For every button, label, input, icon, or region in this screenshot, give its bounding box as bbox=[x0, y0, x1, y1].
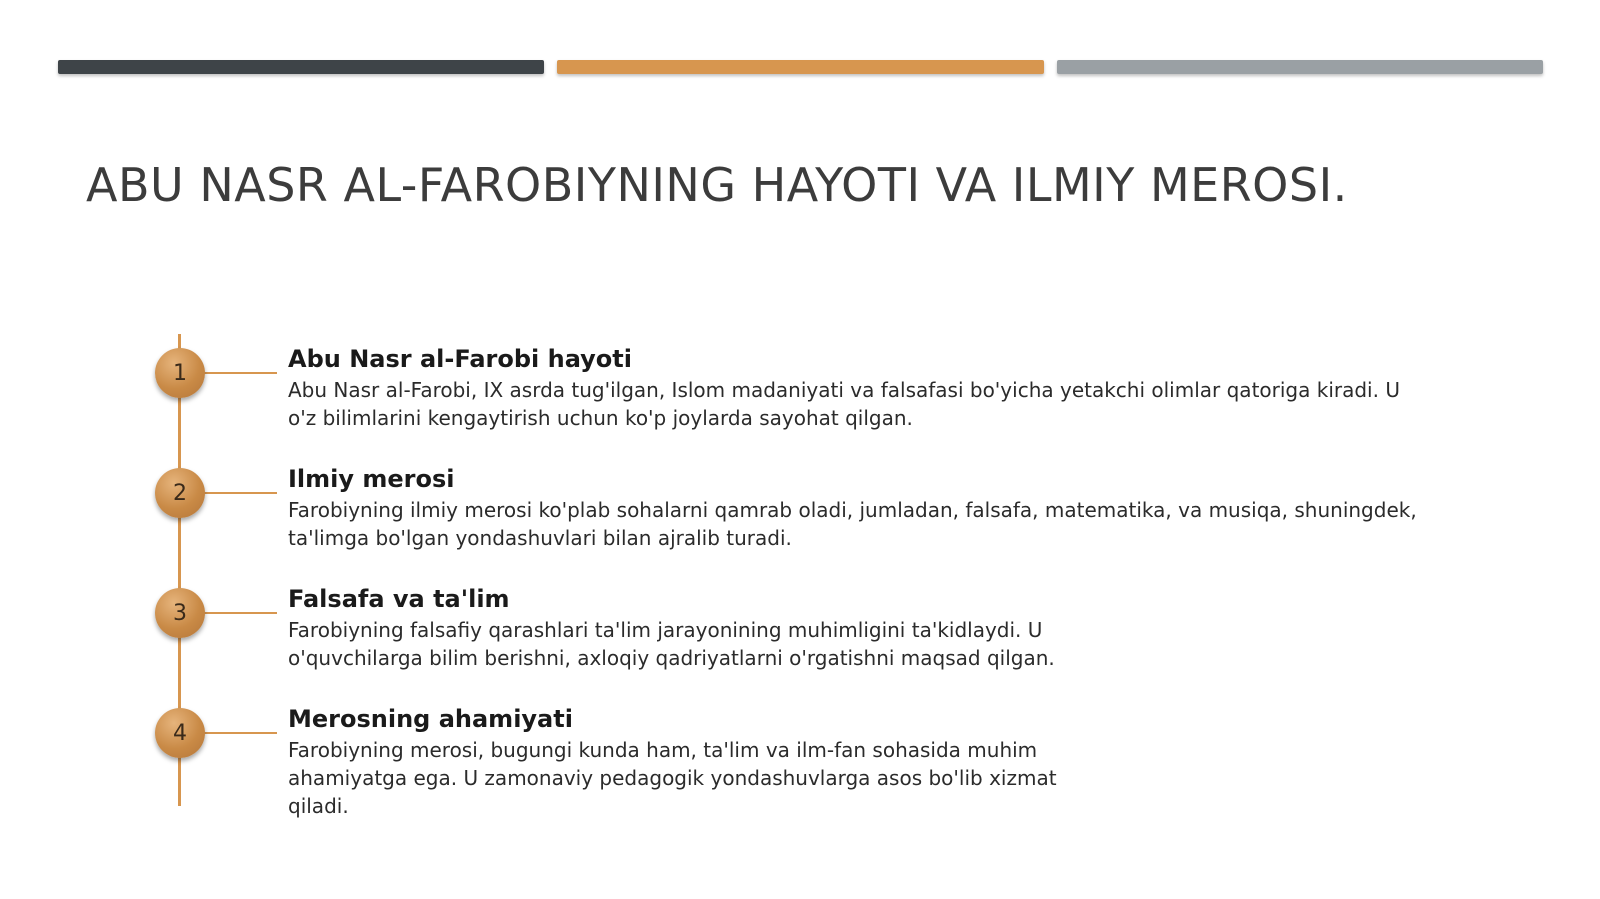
timeline-item-heading: Ilmiy merosi bbox=[288, 465, 455, 493]
timeline-item-body: Farobiyning ilmiy merosi ko'plab sohalarni qamrab oladi, jumladan, falsafa, matematika, va musiqa, shuningdek, ta'limga bo'lgan yondashuvlari bilan ajralib turadi. bbox=[288, 498, 1417, 550]
timeline-badge-3 bbox=[155, 588, 205, 638]
timeline-item-heading: Abu Nasr al-Farobi hayoti bbox=[288, 345, 632, 373]
top-bar-dark bbox=[58, 60, 544, 74]
timeline-badge-number: 3 bbox=[173, 600, 187, 626]
top-bar-accent bbox=[557, 60, 1044, 74]
timeline-item-1 bbox=[288, 344, 1418, 432]
timeline-connector-4 bbox=[203, 732, 277, 734]
timeline-item-heading: Merosning ahamiyati bbox=[288, 705, 573, 733]
timeline-item-3 bbox=[288, 584, 1108, 672]
timeline-item-body: Farobiyning falsafiy qarashlari ta'lim jarayonining muhimligini ta'kidlaydi. U o'quvchilarga bilim berishni, axloqiy qadriyatlarni o'rgatishni maqsad qilgan. bbox=[288, 618, 1055, 670]
top-decorative-bars bbox=[58, 60, 1543, 74]
timeline-connector-2 bbox=[203, 492, 277, 494]
timeline-connector-3 bbox=[203, 612, 277, 614]
timeline-badge-2 bbox=[155, 468, 205, 518]
timeline-badge-4 bbox=[155, 708, 205, 758]
timeline-item-heading: Falsafa va ta'lim bbox=[288, 585, 510, 613]
timeline-badge-1 bbox=[155, 348, 205, 398]
timeline-badge-number: 1 bbox=[173, 360, 187, 386]
timeline-item-body: Abu Nasr al-Farobi, IX asrda tug'ilgan, Islom madaniyati va falsafasi bo'yicha yetakchi olimlar qatoriga kiradi. U o'z bilimlarini kengaytirish uchun ko'p joylarda sayohat qilgan. bbox=[288, 378, 1400, 430]
timeline-item-4 bbox=[288, 704, 1108, 820]
timeline-item-2 bbox=[288, 464, 1418, 552]
timeline-badge-number: 2 bbox=[173, 480, 187, 506]
slide-title: ABU NASR AL-FAROBIYNING HAYOTI VA ILMIY MEROSI. bbox=[86, 158, 1348, 212]
timeline-badge-number: 4 bbox=[173, 720, 187, 746]
timeline-connector-1 bbox=[203, 372, 277, 374]
timeline-item-body: Farobiyning merosi, bugungi kunda ham, ta'lim va ilm-fan sohasida muhim ahamiyatga ega. U zamonaviy pedagogik yondashuvlarga asos bo'lib xizmat qiladi. bbox=[288, 738, 1057, 818]
top-bar-light bbox=[1057, 60, 1543, 74]
